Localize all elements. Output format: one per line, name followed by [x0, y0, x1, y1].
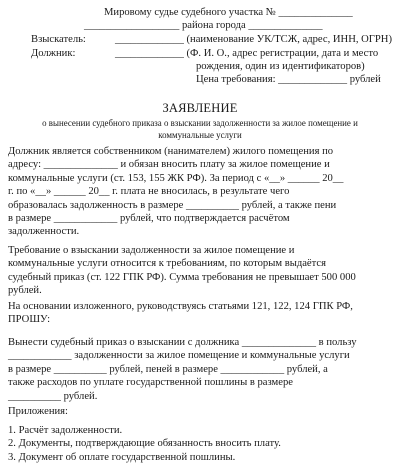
text-line: судебный приказ (ст. 122 ГПК РФ). Сумма требования не превышает 500 000	[8, 271, 356, 283]
text-line: Требование о взыскании задолженности за жилое помещение и	[8, 245, 295, 256]
claimant-value: _____________ (наименование УК/ТСЖ, адрес, ИНН, ОГРН)	[115, 34, 392, 45]
text-line: __________ рублей.	[8, 390, 98, 402]
paragraph-debt-facts	[8, 145, 388, 239]
text-line: ____________ задолженности за жилое помещение и коммунальные услуги	[8, 350, 350, 362]
text-line: ПРОШУ:	[8, 314, 51, 326]
paragraph-request-intro	[8, 300, 388, 327]
list-item: 2. Документы, подтверждающие обязанность вносить плату.	[8, 438, 281, 450]
text-line: также расходов по уплате государственной пошлины в размере	[8, 377, 293, 389]
text-line: адресу: ______________ и обязан вносить плату за жилое помещение и	[8, 159, 330, 171]
header-court-line: Мировому судье судебного участка № ______________	[104, 7, 353, 18]
attachments-list	[8, 424, 388, 464]
text-line: На основании изложенного, руководствуясь статьями 121, 122, 124 ГПК РФ,	[8, 301, 353, 312]
list-item: 1. Расчёт задолженности.	[8, 425, 123, 436]
paragraph-legal-basis	[8, 244, 388, 298]
list-item: 3. Документ об оплате государственной пошлины.	[8, 451, 236, 463]
text-line: г. по «__» ______ 20__ г. плата не вносилась, в результате чего	[8, 186, 290, 198]
text-line: задолженности.	[8, 226, 80, 238]
debtor-value-line2: рождения, один из идентификаторов)	[196, 61, 365, 72]
subtitle-line2: коммунальные услуги	[158, 130, 242, 140]
attachments-heading: Приложения:	[8, 406, 68, 417]
subtitle-line1: о вынесении судебного приказа о взыскании задолженности за жилое помещение и	[42, 118, 358, 128]
header-district-line: __________________ района города ______________	[84, 20, 323, 31]
text-line: образовалась задолженность в размере __________ рублей, а также пени	[8, 199, 337, 211]
debtor-label: Должник:	[31, 48, 76, 59]
document-title: ЗАЯВЛЕНИЕ	[162, 101, 238, 115]
claim-price: Цена требования: _____________ рублей	[196, 74, 381, 85]
text-line: в размере ____________ рублей, что подтверждается расчётом	[8, 213, 290, 225]
text-line: коммунальные услуги (ст. 153, 155 ЖК РФ). За период с «__» ______ 20__	[8, 172, 344, 184]
text-line: рублей.	[8, 285, 42, 297]
text-line: Должник является собственником (нанимателем) жилого помещения по	[8, 146, 334, 157]
text-line: в размере __________ рублей, пеней в размере ____________ рублей, а	[8, 363, 328, 375]
debtor-value-line1: _____________ (Ф. И. О., адрес регистрации, дата и место	[115, 48, 379, 59]
paragraph-request	[8, 336, 388, 403]
text-line: Вынести судебный приказ о взыскании с должника ______________ в пользу	[8, 337, 357, 348]
text-line: коммунальные услуги относится к требованиям, по которым выдаётся	[8, 258, 326, 270]
claimant-label: Взыскатель:	[31, 34, 86, 45]
document-subtitle	[40, 117, 360, 141]
